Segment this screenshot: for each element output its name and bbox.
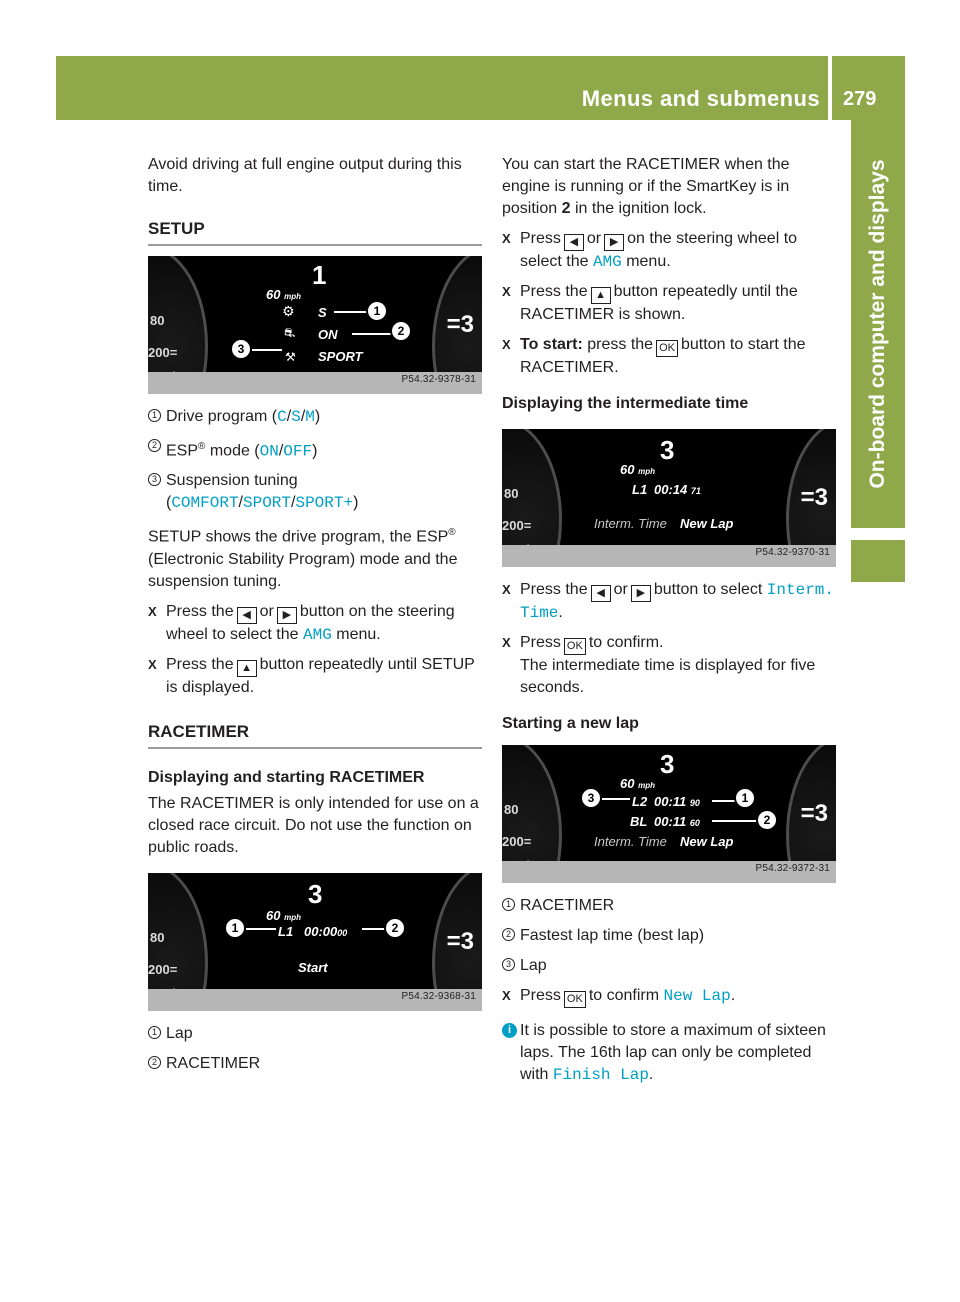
left-arrow-key-icon: ◀ <box>237 607 257 624</box>
callout-1: 1 <box>224 917 246 939</box>
page-title: Menus and submenus <box>581 86 820 111</box>
display-speed: 60 mph <box>266 907 301 923</box>
display-drive-program: S <box>318 305 327 320</box>
display-speed: 60 mph <box>620 776 655 791</box>
intermediate-display-image: 80 200= =3 60 mph 3 L1 00:14 71 Interm. Time New Lap P54.32-9370-31 <box>502 429 836 567</box>
callout-1: 1 <box>734 787 756 809</box>
display-gear: 3 <box>660 435 675 465</box>
up-arrow-key-icon: ▲ <box>591 287 611 304</box>
inter-step-1: X Press the ◀ or ▶ button to select Interm. Time. <box>502 581 835 622</box>
callout-2: 2 <box>384 917 406 939</box>
callout-3: 3 <box>230 338 252 360</box>
header-separator <box>828 56 832 120</box>
setup-step-1: X Press the ◀ or ▶ button on the steering wheel to select the AMG menu. <box>148 602 455 644</box>
display-gear: 1 <box>312 260 327 290</box>
start-description: You can start the RACETIMER when the engine is running or if the SmartKey is in position 2 in the ignition lock. <box>502 156 790 217</box>
inter-step-2: X Press OK to confirm. The intermediate time is displayed for five seconds. <box>502 632 836 699</box>
display-interm-time: Interm. Time <box>594 834 667 849</box>
start-step-3: X To start: press the OK button to start the RACETIMER. <box>502 336 806 376</box>
left-arrow-key-icon: ◀ <box>591 585 611 602</box>
newlap-item-1: 1 RACETIMER <box>502 895 836 917</box>
right-arrow-key-icon: ▶ <box>604 234 624 251</box>
left-arrow-key-icon: ◀ <box>564 234 584 251</box>
display-lap: L1 <box>278 923 294 939</box>
display-lap: L1 <box>632 482 648 497</box>
esp-icon: ⛐ <box>284 325 296 340</box>
ok-key-icon: OK <box>656 340 678 357</box>
display-best-lap: 00:11 60 <box>654 814 700 829</box>
newlap-step: X Press OK to confirm New Lap. <box>502 985 836 1008</box>
start-step-2: X Press the ▲ button repeatedly until the RACETIMER is shown. <box>502 283 798 323</box>
newlap-item-3: 3 Lap <box>502 955 836 977</box>
up-arrow-key-icon: ▲ <box>237 660 257 677</box>
left-column <box>148 154 482 1083</box>
newlap-item-2: 2 Fastest lap time (best lap) <box>502 925 836 947</box>
setup-item-1: 1 Drive program (C/S/M) <box>148 406 482 428</box>
newlap-heading: Starting a new lap <box>502 715 639 732</box>
intro-text: Avoid driving at full engine output during this time. <box>148 156 462 195</box>
display-interm-time: Interm. Time <box>594 516 667 531</box>
race-item-2: 2 RACETIMER <box>148 1053 482 1075</box>
callout-3: 3 <box>580 787 602 809</box>
section-marker <box>851 540 905 582</box>
callout-1: 1 <box>366 300 388 322</box>
ok-key-icon: OK <box>564 991 586 1008</box>
setup-item-3: 3 Suspension tuning (COMFORT/SPORT/SPORT+) <box>148 470 482 514</box>
inter-note: The intermediate time is displayed for five seconds. <box>520 657 816 696</box>
display-suspension: SPORT <box>318 349 363 364</box>
suspension-icon: ⚒ <box>285 350 296 364</box>
display-best-lap-label: BL <box>630 814 648 829</box>
display-speed: 60 mph <box>266 287 301 302</box>
info-icon: i <box>502 1023 517 1038</box>
right-column <box>502 154 836 1094</box>
callout-2: 2 <box>756 809 778 831</box>
image-code: P54.32-9378-31 <box>401 374 476 385</box>
start-step-1: X Press ◀ or ▶ on the steering wheel to select the AMG menu. <box>502 230 798 271</box>
display-gear: 3 <box>308 878 323 909</box>
racetimer-description: The RACETIMER is only intended for use on a closed race circuit. Do not use the function on public roads. <box>148 794 479 856</box>
display-gear: 3 <box>660 749 675 779</box>
image-code: P54.32-9372-31 <box>755 863 830 874</box>
display-time: 00:14 71 <box>654 482 701 497</box>
right-arrow-key-icon: ▶ <box>277 607 297 624</box>
display-new-lap: New Lap <box>680 834 734 849</box>
display-speed: 60 mph <box>620 462 655 477</box>
image-code: P54.32-9368-31 <box>401 990 476 1002</box>
newlap-display-image: 80 200= =3 60 mph 3 L2 00:11 90 BL 00:11 60 Interm. Time New Lap 1 2 3 P54.32-9372-31 <box>502 745 836 883</box>
setup-item-2: 2 ESP® mode (ON/OFF) <box>148 436 482 462</box>
right-arrow-key-icon: ▶ <box>631 585 651 602</box>
display-start: Start <box>298 959 328 975</box>
info-note: i It is possible to store a maximum of sixteen laps. The 16th lap can only be completed with Finish Lap. <box>502 1020 836 1086</box>
setup-description: SETUP shows the drive program, the ESP® (Electronic Stability Program) mode and the suspension tuning. <box>148 527 458 590</box>
setup-display-image: 80 200= =3 60 mph 1 S ON SPORT ⚙ ⛐ ⚒ 1 2 3 P54.32-9378-31 <box>148 256 482 394</box>
racetimer-display-image: 80 200= =3 60 mph 3 L1 00:0000 Start 1 2 P54.32-9368-31 <box>148 873 482 1011</box>
race-item-1: 1 Lap <box>148 1023 482 1045</box>
drive-program-icon: ⚙ <box>282 303 295 319</box>
setup-step-2: X Press the ▲ button repeatedly until SETUP is displayed. <box>148 655 475 696</box>
racetimer-subheading: Displaying and starting RACETIMER <box>148 768 425 786</box>
page-number: 279 <box>843 88 877 110</box>
callout-2: 2 <box>390 320 412 342</box>
display-new-lap: New Lap <box>680 516 734 531</box>
display-racetimer: 00:0000 <box>304 923 348 939</box>
image-code: P54.32-9370-31 <box>755 547 830 558</box>
side-tab-label: On-board computer and displays <box>866 159 889 489</box>
display-esp-mode: ON <box>318 327 338 342</box>
display-lap: L2 <box>632 794 648 809</box>
ok-key-icon: OK <box>564 638 586 655</box>
setup-heading: SETUP <box>148 218 482 246</box>
display-racetimer: 00:11 90 <box>654 794 700 809</box>
intermediate-heading: Displaying the intermediate time <box>502 395 749 412</box>
racetimer-heading: RACETIMER <box>148 721 482 749</box>
